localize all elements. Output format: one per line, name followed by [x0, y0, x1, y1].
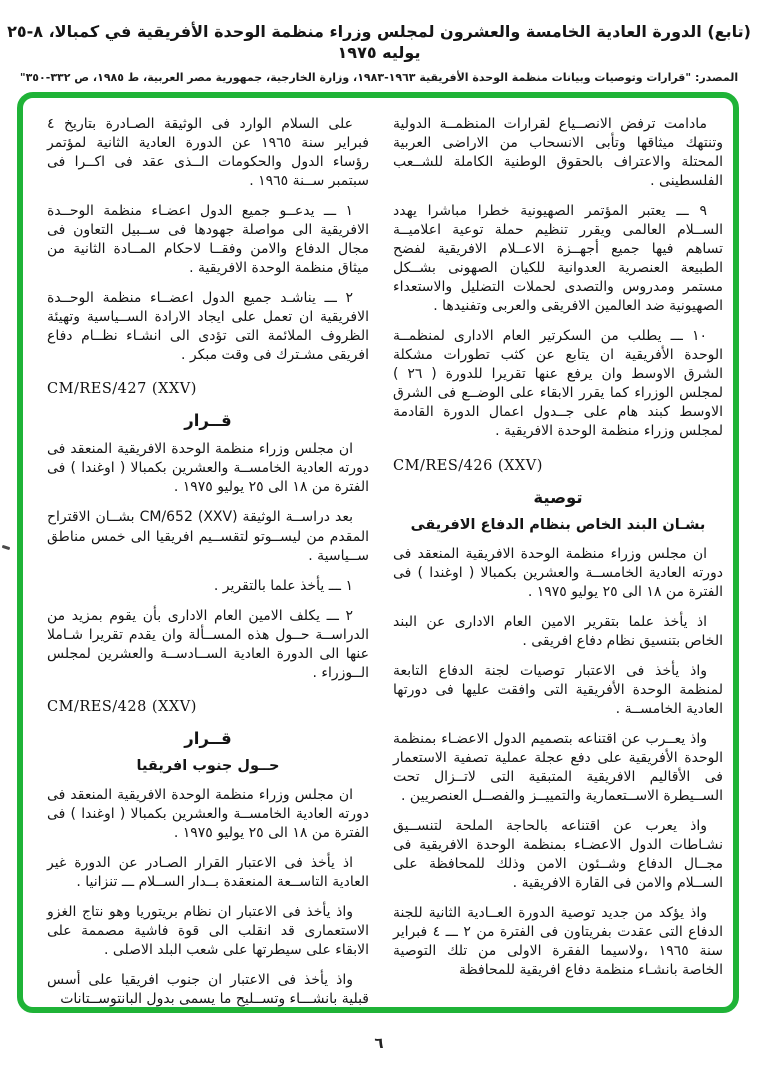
paragraph: مادامت ترفض الانصــياع لقرارات المنظمــة الدولية وتنتهك ميثاقها وتأبى الانسحاب من الاراضى العربية المحتلة والاعتراف بالحقوق الوطنية الكاملة للشــعب الفلسطينى .	[393, 116, 723, 190]
paragraph: اذ يأخذ فى الاعتبار القرار الصـادر عن الدورة غير العادية التاســعة المنعقدة بــدار الســلام ـــ تنزانيا .	[47, 854, 369, 890]
page-number: ٦	[374, 1034, 384, 1052]
resolution-ref: CM/RES/427 (XXV)	[47, 381, 197, 398]
paragraph: واذ يعــرب عن اقتناعه بتصميم الدول الاعضـاء بمنظمة الوحدة الأفريقية على دفع عجلة عملية تصفية الاستعمار فى الأقاليم الافريقية المتبقية التى لاتــزال تحت الســيطرة الاســتعمارية والتمييــز والفصــل العنصريين .	[393, 730, 723, 804]
paragraph: واذ يأخذ فى الاعتبار توصيات لجنة الدفاع التابعة لمنظمة الوحدة الأفريقية التى وافقت عليها فى دورتها العادية الخامســة .	[393, 662, 723, 717]
resolution-ref: CM/RES/428 (XXV)	[47, 698, 197, 715]
header-source-line: المصدر: "قرارات وتوصيات وبيانات منظمة الوحدة الأفريقية ١٩٦٣-١٩٨٣، وزارة الخارجية، جمهورية مصر العربية، ط ١٩٨٥، ص ٣٣٢-٣٥٠"	[19, 70, 739, 84]
page-header	[0, 22, 758, 84]
paragraph: واذ يأخذ فى الاعتبار ان نظام بريتوريا وهو نتاج الغزو الاستعمارى قد انقلب الى قوة فاشية مصممة على الابقاء على سيطرتها على شعب البلد الاصلى .	[47, 903, 369, 958]
column-left	[47, 115, 369, 1007]
paragraph: ١ ـــ يأخذ علما بالتقرير .	[213, 577, 353, 594]
paragraph: بعد دراســة الوثيقة CM/652 (XXV) بشــان الاقتراح المقدم من ليســوتو لتقســيم افريقيا الى خمس مناطق ســياسية .	[47, 509, 369, 564]
paragraph: ٢ ـــ يكلف الامين العام الادارى بأن يقوم بمزيد من الدراســة حــول هذه المســألة وان يقدم تقريرا شـاملا عنها الى الدورة العادية الســادســة والعشرين لمجلس الــوزراء .	[47, 607, 369, 681]
paragraph: ١ ـــ يدعــو جميع الدول اعضـاء منظمة الوحــدة الافريقية الى مواصلة جهودها فى ســبيل التعاون فى مجال الدفاع والامن وفقــا لاحكام المــادة الثانية من ميثاق منظمة الوحدة الافريقية .	[47, 203, 369, 277]
section-heading: توصية	[533, 487, 583, 507]
resolution-ref: CM/RES/426 (XXV)	[393, 457, 543, 474]
paragraph: واذ يأخذ فى الاعتبار ان جنوب افريقيا على أسس قبلية بانشـــاء وتســليح ما يسمى بدول البانتوســتانات	[47, 971, 369, 1007]
paragraph: واذ يعرب عن اقتناعه بالحاجة الملحة لتنســيق نشـاطات الدول الاعضـاء بمنظمة الوحدة الافريقية فى مجــال الدفاع وشــئون الامن وذلك للمحافظة على الســلام والامن فى القارة الافريقية .	[393, 817, 723, 891]
paragraph: واذ يؤكد من جديد توصية الدورة العــادية الثانية للجنة الدفاع التى عقدت بفريتاون فى الفترة من ٢ ـــ ٤ فبراير سنة ١٩٦٥ ،ولاسيما الفقرة الاولى من تلك التوصية الخاصة بانشـاء منظمة دفاع افريقية للمحافظة	[393, 905, 723, 979]
column-right	[393, 115, 723, 1007]
paragraph: ان مجلس وزراء منظمة الوحدة الافريقية المنعقد فى دورته العادية الخامســة والعشرين بكمبالا ( اوغندا ) فى الفترة من ١٨ الى ٢٥ يوليو ١٩٧٥ .	[47, 441, 369, 496]
paragraph: ١٠ ـــ يطلب من السكرتير العام الادارى لمنظمــة الوحدة الأفريقية ان يتابع عن كثب تطورات مشكلة الشرق الاوسط وان يرفع عنها تقريرا للدورة ( ٢٦ ) لمجلس الوزراء كما يقرر الابقاء على الوضــع فى الشرق الاوسط كبند هام على جــدول اعمال الدورة القادمة لمجلس وزراء منظمة الوحدة الافريقية .	[393, 328, 723, 440]
content-frame	[17, 92, 739, 1013]
section-heading: قــرار	[184, 411, 232, 431]
section-heading: حــول جنوب افريقيا	[136, 757, 280, 774]
paragraph: ٢ ـــ يناشـد جميع الدول اعضــاء منظمة الوحــدة الافريقية ان تعمل على ايجاد الارادة الســياسية وتهيئة الظروف الملائمة التى تؤدى الى انشـاء نظــام دفاع افريقى مشـترك فى وقت مبكر .	[47, 290, 369, 364]
ink-speck	[2, 545, 11, 550]
header-title: (تابع) الدورة العادية الخامسة والعشرون لمجلس وزراء منظمة الوحدة الأفريقية في كمبالا، ٨-٢٥ يوليه ١٩٧٥	[7, 22, 751, 62]
paragraph: اذ يأخذ علما بتقرير الامين العام الادارى عن البند الخاص بتنسيق نظام دفاع افريقى .	[393, 613, 723, 649]
section-heading: قــرار	[184, 728, 232, 748]
section-heading: بشـان البند الخاص بنظام الدفاع الافريقى	[410, 516, 706, 533]
paragraph: على السلام الوارد فى الوثيقة الصـادرة بتاريخ ٤ فبراير سنة ١٩٦٥ عن الدورة العادية الثانية لمؤتمر رؤساء الدول والحكومات الــذى عقد فى اكــرا فى سبتمبر ســنة ١٩٦٥ .	[47, 116, 370, 190]
paragraph: ٩ ـــ يعتبر المؤتمر الصهيونية خطرا مباشرا يهدد الســلام العالمى ويقرر تنظيم حملة توعية اعلاميــة تساهم فيها جميع أجهــزة الاعــلام الافريقية لفضح الطبيعة العنصرية العدوانية للكيان الصهونى بشــكل مستمر ومدروس والتصدى لحملات التضليل والاستعداء الصهيونية ضد العالمين الافريقى والعربى وتفنيدها .	[393, 203, 723, 315]
two-column-layout	[23, 98, 733, 1007]
paragraph: ان مجلس وزراء منظمة الوحدة الافريقية المنعقد فى دورته العادية الخامســة والعشرين بكمبالا ( اوغندا ) فى الفترة من ١٨ الى ٢٥ يوليو ١٩٧٥ .	[47, 786, 369, 841]
paragraph: ان مجلس وزراء منظمة الوحدة الافريقية المنعقد فى دورته العادية الخامســة والعشرين بكمبالا ( اوغندا ) فى الفترة من ١٨ الى ٢٥ يوليو ١٩٧٥ .	[393, 545, 723, 600]
